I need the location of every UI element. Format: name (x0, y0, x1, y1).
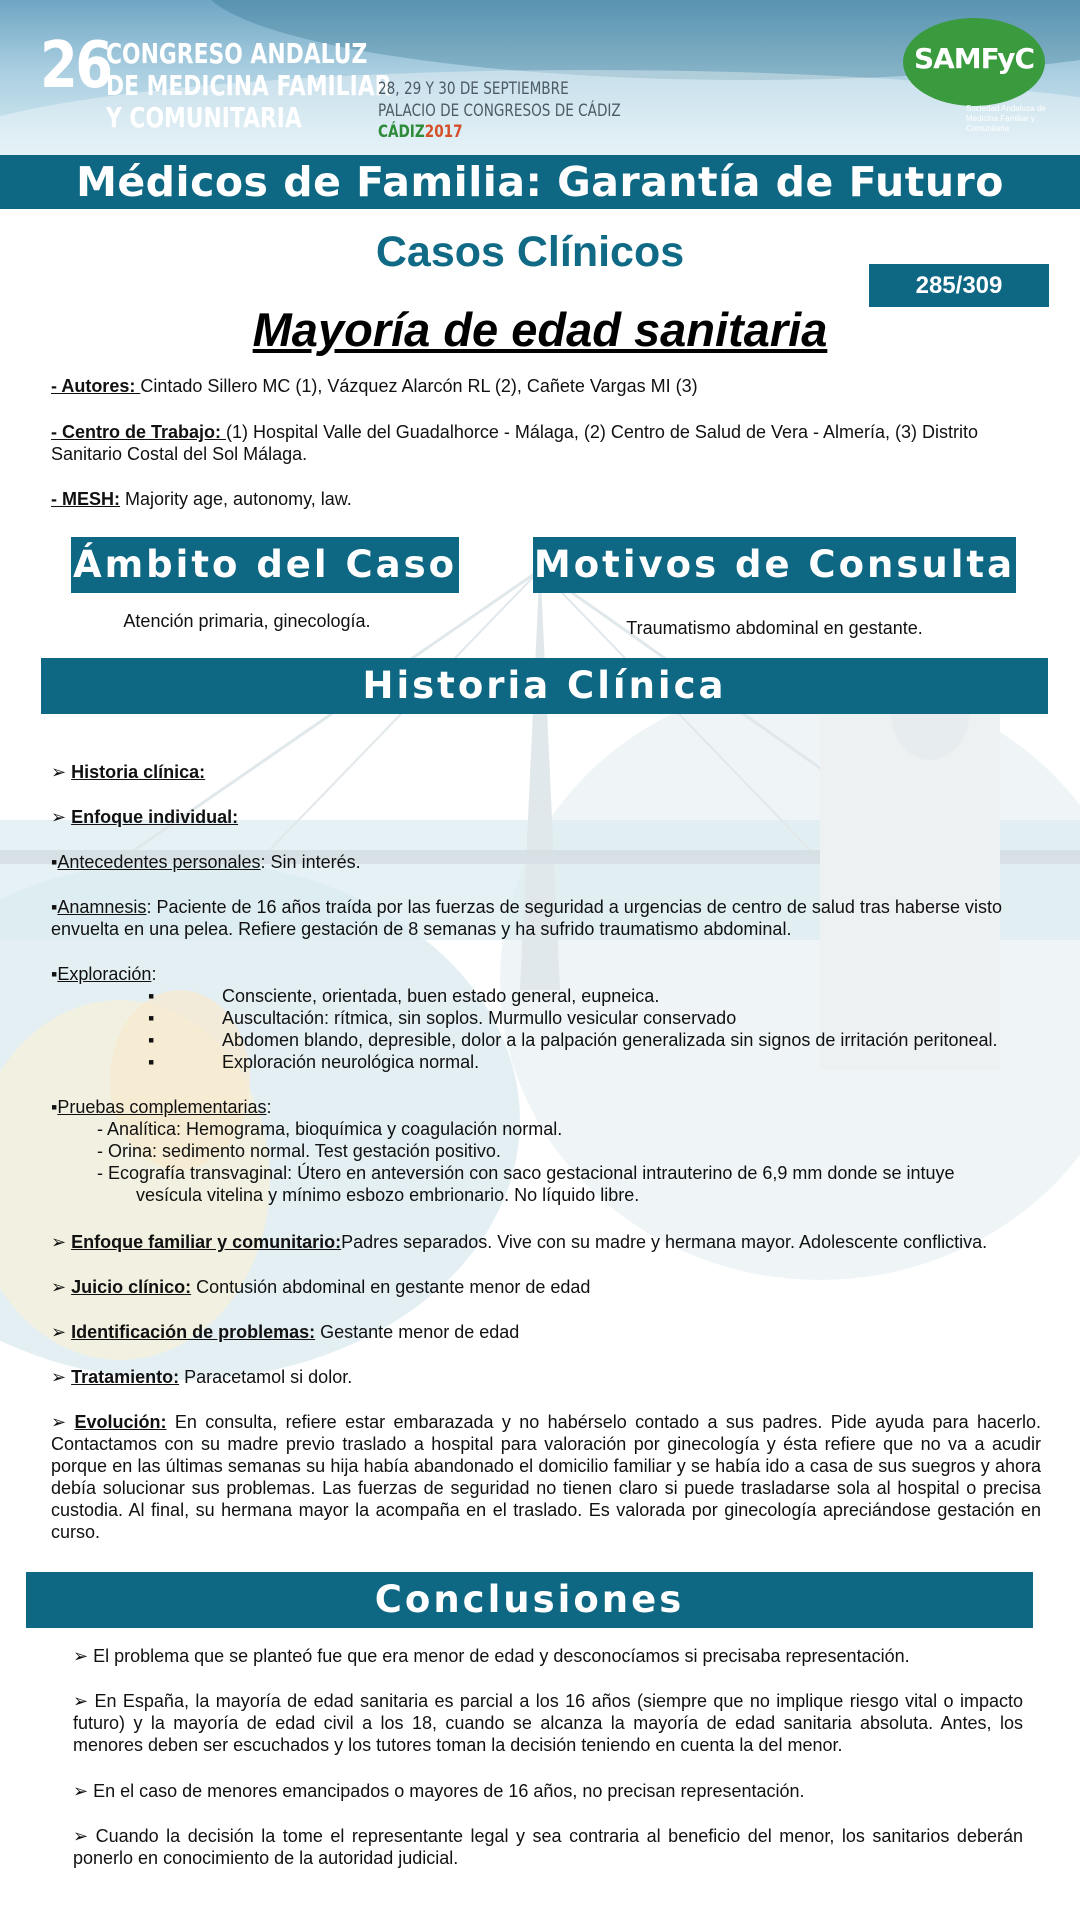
pruebas-item: - Orina: sedimento normal. Test gestación positivo. (97, 1141, 501, 1161)
motto-banner: Médicos de Familia: Garantía de Futuro (0, 155, 1080, 209)
case-title: Mayoría de edad sanitaria (252, 303, 828, 356)
conclusiones-heading: Conclusiones (26, 1572, 1033, 1628)
exploracion-item: ▪ Auscultación: rítmica, sin soplos. Murmullo vesicular conservado (148, 1008, 737, 1028)
pruebas-item: - Analítica: Hemograma, bioquímica y coagulación normal. (97, 1119, 563, 1139)
evolucion-paragraph: ➢ Evolución: En consulta, refiere estar embarazada y no habérselo contado a sus padres. Pide ayuda para hacerlo. Contactamos con su madre previo traslado a hospital para valoración por ginecología y ésta refiere que no va a acudir porque en las últimas semanas su hija había abandonado el domicilio familiar y se había ido a casa de sus suegros y ahora debía solucionar sus problemas. Las fuerzas de seguridad no tienen claro si puede trasladarse sola al hospital o precisa custodia. Al final, su hermana mayor la acompaña en el traslado. Es valorada por ginecología apreciándose gestación en curso. (51, 1412, 1041, 1542)
exploracion-item: ▪ Abdomen blando, depresible, dolor a la palpación generalizada sin signos de irritación peritoneal. (148, 1030, 998, 1050)
pruebas-item: vesícula vitelina y mínimo esbozo embrionario. No líquido libre. (136, 1185, 640, 1205)
section-title: Casos Clínicos (375, 228, 685, 276)
conclusion-item: ➢ El problema que se planteó fue que era menor de edad y desconocíamos si precisaba representación. (73, 1646, 910, 1666)
work-center-line: - Centro de Trabajo: (1) Hospital Valle del Guadalhorce - Málaga, (2) Centro de Salud de Vera - Almería, (3) Distrito Sanitario Costal del Sol Málaga. (51, 422, 979, 464)
tratamiento-line: ➢ Tratamiento: Paracetamol si dolor. (51, 1367, 353, 1387)
juicio-clinico-line: ➢ Juicio clínico: Contusión abdominal en gestante menor de edad (51, 1277, 591, 1297)
congress-city-year: CÁDIZ2017 (378, 122, 463, 142)
congress-title: CONGRESO ANDALUZ DE MEDICINA FAMILIAR Y COMUNITARIA (106, 37, 392, 134)
exploracion-item: ▪ Exploración neurológica normal. (148, 1052, 480, 1072)
mesh-line: - MESH: Majority age, autonomy, law. (51, 489, 352, 509)
samfyc-logo-subtitle: Sociedad Andaluza de Medicina Familiar y Comunitaria (966, 104, 1046, 133)
conclusion-item: ➢ En el caso de menores emancipados o mayores de 16 años, no precisan representación. (73, 1781, 805, 1801)
congress-dates: 28, 29 Y 30 DE SEPTIEMBRE PALACIO DE CONGRESOS DE CÁDIZ (378, 79, 621, 121)
samfyc-logo-text: SAMFyC (913, 42, 1035, 75)
ambito-heading: Ámbito del Caso (71, 537, 459, 593)
identificacion-problemas-line: ➢ Identificación de problemas: Gestante menor de edad (51, 1322, 520, 1342)
enfoque-familiar-line: ➢ Enfoque familiar y comunitario:Padres separados. Vive con su madre y hermana mayor. Adolescente conflictiva. (51, 1232, 988, 1252)
motivos-text: Traumatismo abdominal en gestante. (626, 618, 923, 638)
exploracion-label: ▪Exploración: (51, 964, 157, 984)
historia-clinica-label: ➢ Historia clínica: (51, 762, 206, 782)
antecedentes-line: ▪Antecedentes personales: Sin interés. (51, 852, 361, 872)
anamnesis-paragraph: ▪Anamnesis: Paciente de 16 años traída por las fuerzas de seguridad a urgencias de centro de salud tras haberse visto envuelta en una pelea. Refiere gestación de 8 semanas y ha sufrido traumatismo abdominal. (51, 897, 1002, 939)
case-number-badge: 285/309 (869, 264, 1049, 307)
exploracion-item: ▪ Consciente, orientada, buen estado general, eupneica. (148, 986, 660, 1006)
motivos-heading: Motivos de Consulta (533, 537, 1016, 593)
conclusion-item: ➢ Cuando la decisión la tome el representante legal y sea contraria al beneficio del menor, los sanitarios deberán ponerlo en conocimiento de la autoridad judicial. (73, 1826, 1023, 1868)
pruebas-item: - Ecografía transvaginal: Útero en anteversión con saco gestacional intrauterino de 6,9 mm donde se intuye (97, 1163, 955, 1183)
congress-number: 26 (40, 29, 111, 103)
pruebas-label: ▪Pruebas complementarias: (51, 1097, 272, 1117)
historia-heading: Historia Clínica (41, 658, 1048, 714)
ambito-text: Atención primaria, ginecología. (123, 611, 371, 631)
enfoque-individual-label: ➢ Enfoque individual: (51, 807, 239, 827)
authors-line: - Autores: Cintado Sillero MC (1), Vázquez Alarcón RL (2), Cañete Vargas MI (3) (51, 376, 698, 396)
conclusion-item: ➢ En España, la mayoría de edad sanitaria es parcial a los 16 años (siempre que no implique riesgo vital o impacto futuro) y la mayoría de edad civil a los 18, cuando se alcanza la mayoría de edad sanitaria absoluta. Antes, los menores deben ser escuchados y los tutores toman la decisión teniendo en cuenta la del menor. (73, 1691, 1023, 1755)
